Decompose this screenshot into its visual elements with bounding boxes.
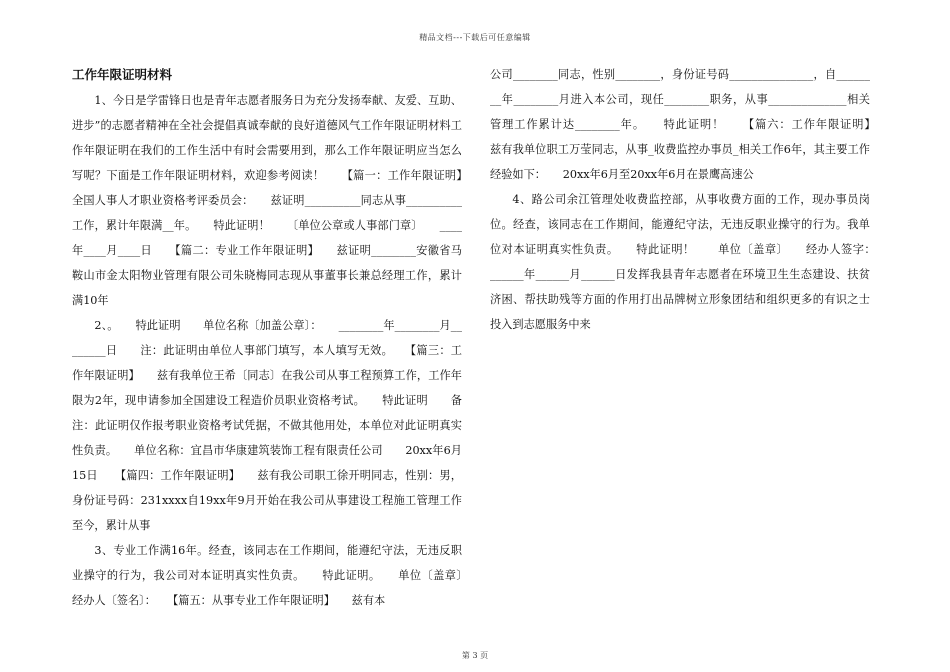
paragraph-3-continued: 公司________同志，性别________，身份证号码_______________，自________年________月进入本公司，现任________职务，从事______________相关管理工作累计达________年。 特此证明！ 【篇六：工作年限证明】 兹有我单位职工万莹同志，从事_收费监控办事员_相关工作6年，其主要工作经验如下： 20xx年6月至20xx年6月在景鹰高速公 <box>490 68 893 181</box>
paragraph-1: 1、今日是学雷锋日也是青年志愿者服务日为充分发扬奉献、友爱、互助、进步”的志愿者精神在全社会提倡真诚奉献的良好道德风气工作年限证明材料工作年限证明在我们的工作生活中有时会需要用到，那么工作年限证明应当怎么写呢？下面是工作年限证明材料，欢迎参考阅读！ 【篇一：工作年限证明】 全国人事人才职业资格考评委员会： 兹证明__________同志从事__________工作，累计年限满__年。 特此证明！ 〔单位公章或人事部门章〕 ____年____月____日 【篇二：专业工作年限证明】 兹证明________安徽省马鞍山市金太阳物业管理有限公司朱晓梅同志现从事董事长兼总经理工作，累计满10年 <box>72 94 485 307</box>
document-title: 工作年限证明材料 <box>72 67 173 82</box>
page-header: 精品文档---下载后可任意编辑 <box>419 33 531 42</box>
paragraph-4: 4、路公司余江管理处收费监控部，从事收费方面的工作，现办事员岗位。经查，该同志在工作期间，能遵纪守法，无违反职业操守的行为。我单位对本证明真实性负责。 特此证明！ 单位〔盖章〕 经办人签字： ______年______月______日发挥我县青年志愿者在环境卫生生态建设、扶贫济困、帮扶助残等方面的作用打出品牌树立形象团结和组织更多的有识之士投入到志愿服务中来 <box>490 193 893 331</box>
right-column <box>490 62 893 337</box>
paragraph-2: 2、。 特此证明 单位名称〔加盖公章〕： ________年________月________日 注：此证明由单位人事部门填写，本人填写无效。 【篇三：工作年限证明】 兹有我单位王希〔同志〕在我公司从事工程预算工作，工作年限为2年，现申请参加全国建设工程造价员职业资格考试。 特此证明 备注：此证明仅作报考职业资格考试凭据，不做其他用处，本单位对此证明真实性负责。 单位名称：宜昌市华康建筑装饰工程有限责任公司 20xx年6月15日 【篇四：工作年限证明】 兹有我公司职工徐开明同志，性别：男，身份证号码：231xxxx自19xx年9月开始在我公司从事建设工程施工管理工作至今，累计从事 <box>72 319 462 532</box>
left-column <box>72 62 485 613</box>
paragraph-3: 3、专业工作满16年。经查，该同志在工作期间，能遵纪守法，无违反职业操守的行为，我公司对本证明真实性负责。 特此证明。 单位〔盖章〕 经办人〔签名〕： 【篇五：从事专业工作年限证明】 兹有本 <box>72 544 485 607</box>
page-number: 第 3 页 <box>461 651 489 660</box>
